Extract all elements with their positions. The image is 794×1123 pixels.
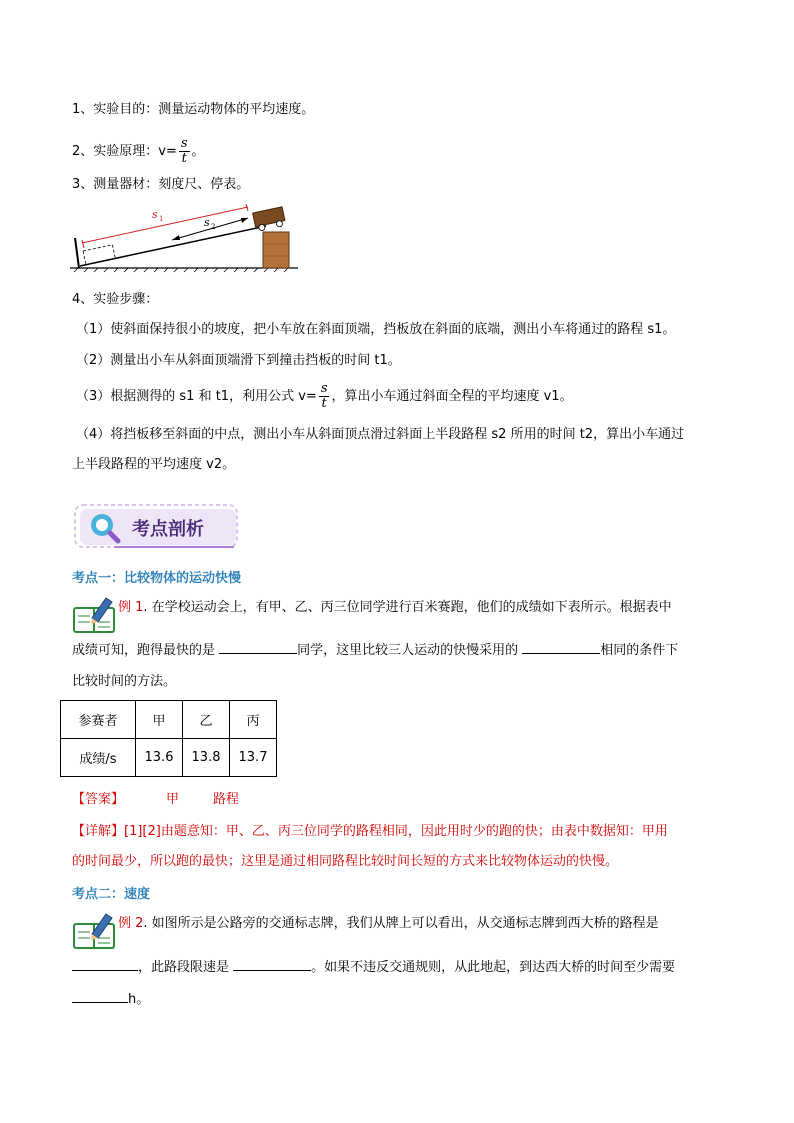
experiment-principle xyxy=(72,135,205,169)
example-1-label: 例 1 xyxy=(118,600,144,615)
example-1-text-a: 成绩可知，跑得最快的是 xyxy=(72,643,220,658)
table-cell: 13.8 xyxy=(183,739,230,777)
example-2-line-3 xyxy=(72,990,149,1009)
answer-blank-3[interactable] xyxy=(72,958,138,971)
example-2-text: . 如图所示是公路旁的交通标志牌，我们从牌上可以看出，从交通标志牌到西大桥的路程是 xyxy=(143,916,659,931)
steps-title: 4、实验步骤： xyxy=(72,292,159,307)
principle-suffix: 。 xyxy=(191,144,205,159)
table-row xyxy=(61,701,277,739)
table-header: 丙 xyxy=(230,701,277,739)
formula-numerator: s xyxy=(180,136,188,151)
answer-blank-4[interactable] xyxy=(233,958,311,971)
experiment-purpose: 1、实验目的：测量运动物体的平均速度。 xyxy=(72,102,315,117)
table-cell: 13.6 xyxy=(136,739,183,777)
formula-denominator: t xyxy=(181,151,187,166)
answer-blank-5[interactable] xyxy=(72,990,128,1003)
example-1-line-1 xyxy=(118,599,672,617)
diagram-label-s1-sub: 1 xyxy=(159,215,164,223)
experiment-equipment: 3、测量器材：刻度尺、停表。 xyxy=(72,177,250,192)
step-4-line-2: 上半段路程的平均速度 v2。 xyxy=(72,457,236,472)
diagram-label-s2-sub: 2 xyxy=(211,223,216,231)
step-1: （1）使斜面保持很小的坡度，把小车放在斜面顶端，挡板放在斜面的底端，测出小车将通过的路程 s1。 xyxy=(76,322,676,337)
answer-label: 【答案】 xyxy=(72,792,125,807)
step-3-denominator: t xyxy=(321,396,327,411)
example-2-text-b: 。如果不违反交通规则，从此地起，到达西大桥的时间至少需要 xyxy=(311,960,676,975)
step-4-line-1: （4）将挡板移至斜面的中点，测出小车从斜面顶点滑过斜面上半段路程 s2 所用的时间 t2，算出小车通过 xyxy=(76,427,685,442)
detail-line-1: 【详解】[1][2]由题意知：甲、乙、丙三位同学的路程相同，因此用时少的跑的快；由表中数据知：甲用 xyxy=(72,824,668,839)
velocity-formula xyxy=(179,137,190,166)
example-1-text-b: 同学，这里比较三人运动的快慢采用的 xyxy=(297,643,523,658)
example-2-line-2 xyxy=(72,958,675,977)
step-3-prefix: （3）根据测得的 s1 和 t1，利用公式 v= xyxy=(76,389,317,404)
incline-diagram xyxy=(70,200,300,274)
example-2-line-1 xyxy=(118,915,659,933)
table-header: 乙 xyxy=(183,701,230,739)
example-1-text: . 在学校运动会上，有甲、乙、丙三位同学进行百米赛跑，他们的成绩如下表所示。根据表中 xyxy=(143,600,672,615)
book-pencil-icon xyxy=(72,596,116,634)
answer-line xyxy=(72,791,239,809)
answer-blank-1[interactable] xyxy=(219,641,297,654)
example-1-text-c: 相同的条件下 xyxy=(600,643,679,658)
table-row-label: 成绩/s xyxy=(61,739,136,777)
principle-prefix: 2、实验原理：v= xyxy=(72,144,177,159)
section-badge-title: 考点剖析 xyxy=(132,519,204,540)
answer-value-1: 甲 xyxy=(166,792,180,807)
table-header: 参赛者 xyxy=(61,701,136,739)
example-2-text-c: h。 xyxy=(128,992,150,1007)
diagram-label-s2: s xyxy=(204,216,210,229)
answer-value-2: 路程 xyxy=(213,792,240,807)
step-3-suffix: ，算出小车通过斜面全程的平均速度 v1。 xyxy=(331,389,573,404)
step-3-formula xyxy=(319,382,330,411)
diagram-label-s1: s xyxy=(152,208,158,221)
section-badge xyxy=(74,501,240,549)
book-pencil-icon xyxy=(72,912,116,950)
step-3-numerator: s xyxy=(320,381,328,396)
example-2-label: 例 2 xyxy=(118,916,144,931)
point-1-title: 考点一：比较物体的运动快慢 xyxy=(72,571,242,586)
scores-table xyxy=(60,700,277,777)
table-header: 甲 xyxy=(136,701,183,739)
step-2: （2）测量出小车从斜面顶端滑下到撞击挡板的时间 t1。 xyxy=(76,353,401,368)
example-1-line-3: 比较时间的方法。 xyxy=(72,674,177,689)
point-2-title: 考点二：速度 xyxy=(72,887,151,902)
table-cell: 13.7 xyxy=(230,739,277,777)
detail-line-2: 的时间最少，所以跑的最快；这里是通过相同路程比较时间长短的方式来比较物体运动的快慢。 xyxy=(72,854,619,869)
search-icon xyxy=(88,511,122,545)
table-row xyxy=(61,739,277,777)
example-2-text-a: ，此路段限速是 xyxy=(138,960,234,975)
example-1-line-2 xyxy=(72,641,678,660)
step-3 xyxy=(76,380,573,414)
answer-blank-2[interactable] xyxy=(522,641,600,654)
